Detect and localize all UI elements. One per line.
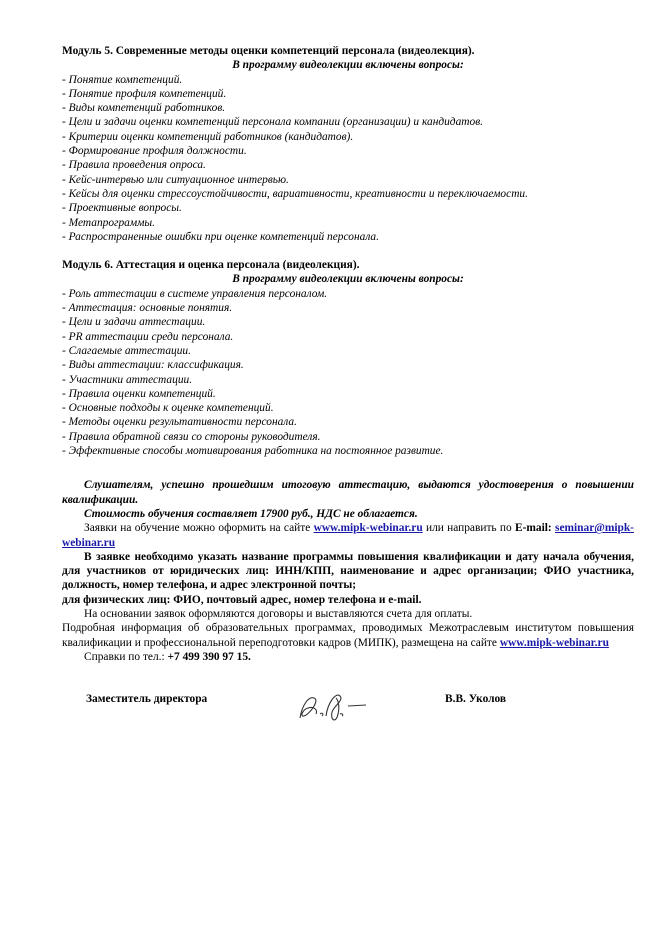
list-item: - Понятие компетенций.: [62, 73, 634, 87]
apply-middle: или направить по: [425, 522, 512, 535]
list-item: - Критерии оценки компетенций работников (кандидатов).: [62, 130, 634, 144]
list-item: - Роль аттестации в системе управления персоналом.: [62, 287, 634, 301]
details-paragraph: [62, 621, 634, 650]
handwritten-signature: [294, 684, 374, 728]
list-item: - Проективные вопросы.: [62, 201, 634, 215]
list-item: - PR аттестации среди персонала.: [62, 330, 634, 344]
module-6-section: [62, 258, 634, 458]
certificate-note: Слушателям, успешно прошедшим итоговую аттестацию, выдаются удостоверения о повышении квалификации.: [62, 479, 634, 506]
module-5-section: [62, 44, 634, 244]
list-item: - Правила проведения опроса.: [62, 158, 634, 172]
email-link[interactable]: seminar@mipk-webinar.ru: [62, 522, 634, 549]
list-item: - Понятие профиля компетенций.: [62, 87, 634, 101]
list-item: - Правила оценки компетенций.: [62, 387, 634, 401]
list-item: - Метапрограммы.: [62, 216, 634, 230]
list-item: - Виды компетенций работников.: [62, 101, 634, 115]
list-item: - Основные подходы к оценке компетенций.: [62, 401, 634, 415]
phone-label: Справки по тел.:: [84, 650, 165, 663]
signature-row: [62, 684, 634, 734]
physical-persons-note: для физических лиц: ФИО, почтовый адрес, номер телефона и e-mail.: [62, 593, 422, 606]
module-5-title: Модуль 5. Современные методы оценки компетенций персонала (видеолекция).: [62, 45, 475, 57]
module-5-subheading: В программу видеолекции включены вопросы:: [232, 59, 464, 72]
info-section: [62, 478, 634, 664]
module-6-title: Модуль 6. Аттестация и оценка персонала (видеолекция).: [62, 259, 360, 272]
contracts-note: На основании заявок оформляются договоры и выставляются счета для оплаты.: [84, 607, 473, 620]
price-note: Стоимость обучения составляет 17900 руб., НДС не облагается.: [84, 507, 418, 520]
module-5-list: [62, 73, 634, 245]
list-item: - Распространенные ошибки при оценке компетенций персонала.: [62, 230, 634, 244]
document-page: [62, 44, 634, 734]
signatory-name: В.В. Уколов: [445, 693, 507, 706]
phone-paragraph: [62, 650, 634, 664]
list-item: - Формирование профиля должности.: [62, 144, 634, 158]
list-item: - Методы оценки результативности персонала.: [62, 415, 634, 429]
list-item: - Правила обратной связи со стороны руководителя.: [62, 430, 634, 444]
list-item: - Кейс-интервью или ситуационное интервью.: [62, 173, 634, 187]
list-item: - Слагаемые аттестации.: [62, 344, 634, 358]
list-item: - Участники аттестации.: [62, 373, 634, 387]
details-text: Подробная информация об образовательных программах, проводимых Межотраслевым институтом повышения квалификации и профессиональной переподготовки кадров (МИПК), размещена на сайте: [62, 622, 634, 649]
list-item: - Кейсы для оценки стрессоустойчивости, вариативности, креативности и переключаемости.: [62, 187, 634, 201]
list-item: - Виды аттестации: классификация.: [62, 358, 634, 372]
module-6-list: [62, 287, 634, 459]
site-link[interactable]: www.mipk-webinar.ru: [313, 522, 423, 535]
email-label: E-mail:: [515, 522, 552, 535]
list-item: - Аттестация: основные понятия.: [62, 301, 634, 315]
module-6-subheading: В программу видеолекции включены вопросы:: [232, 273, 464, 286]
list-item: - Цели и задачи оценки компетенций персонала компании (организации) и кандидатов.: [62, 115, 634, 129]
required-fields-note: В заявке необходимо указать название программы повышения квалификации и дату начала обучения, для участников от юридических лиц: ИНН/КПП, наименование и адрес организации; ФИО участника, должность, номер телефона, и адрес электронной почты;: [62, 550, 634, 592]
details-site-link[interactable]: www.mipk-webinar.ru: [499, 636, 609, 649]
list-item: - Эффективные способы мотивирования работника на постоянное развитие.: [62, 444, 634, 458]
apply-paragraph: [62, 521, 634, 550]
list-item: - Цели и задачи аттестации.: [62, 315, 634, 329]
signatory-position: Заместитель директора: [86, 693, 208, 706]
apply-prefix: Заявки на обучение можно оформить на сайте: [84, 522, 311, 535]
phone-number: +7 499 390 97 15.: [167, 650, 251, 663]
